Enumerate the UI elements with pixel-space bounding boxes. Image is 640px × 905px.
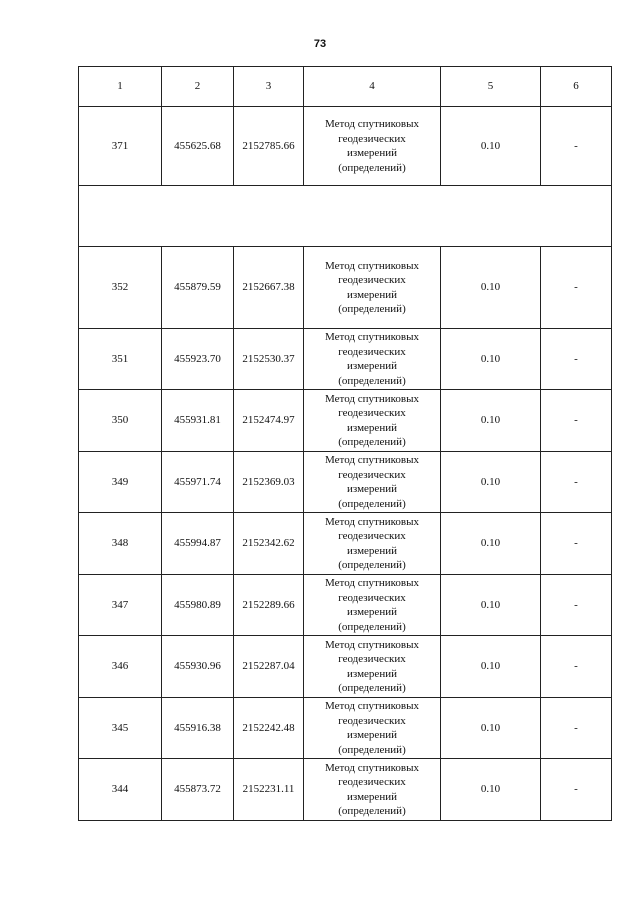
coordinate-y: 2152289.66 <box>234 575 304 636</box>
header-cell-5: 5 <box>441 67 541 107</box>
method-line: геодезических <box>338 345 406 358</box>
method-line: Метод спутниковых <box>325 118 419 130</box>
note-value: - <box>541 247 612 329</box>
method-line: (определений) <box>338 497 406 510</box>
coordinate-x: 455971.74 <box>162 452 234 513</box>
coordinate-x: 455923.70 <box>162 329 234 390</box>
method-line: измерений <box>347 729 397 741</box>
coordinate-x: 455879.59 <box>162 247 234 329</box>
header-row <box>79 67 612 107</box>
coordinate-y: 2152530.37 <box>234 329 304 390</box>
spacer-cell <box>79 186 612 247</box>
accuracy-value: 0.10 <box>441 247 541 329</box>
accuracy-value: 0.10 <box>441 329 541 390</box>
coordinate-x: 455931.81 <box>162 390 234 452</box>
header-cell-1: 1 <box>79 67 162 107</box>
header-cell-2: 2 <box>162 67 234 107</box>
coordinate-y: 2152667.38 <box>234 247 304 329</box>
table-row <box>79 107 612 186</box>
accuracy-value: 0.10 <box>441 452 541 513</box>
method-line: Метод спутниковых <box>325 761 419 774</box>
method-line: геодезических <box>338 776 406 788</box>
coordinates-table <box>78 66 612 821</box>
note-value: - <box>541 452 612 513</box>
accuracy-value: 0.10 <box>441 636 541 698</box>
note-value: - <box>541 636 612 698</box>
table-row <box>79 636 612 698</box>
table-row <box>79 390 612 452</box>
accuracy-value: 0.10 <box>441 759 541 821</box>
method-line: измерений <box>347 483 397 495</box>
method-line: геодезических <box>338 530 406 542</box>
method-cell <box>304 329 441 390</box>
accuracy-value: 0.10 <box>441 107 541 186</box>
note-value: - <box>541 107 612 186</box>
method-cell <box>304 575 441 636</box>
method-cell <box>304 698 441 759</box>
method-cell <box>304 247 441 329</box>
table-row <box>79 698 612 759</box>
spacer-row <box>79 186 612 247</box>
method-line: (определений) <box>338 161 406 174</box>
method-line: (определений) <box>338 436 406 448</box>
table-row <box>79 513 612 575</box>
point-number: 371 <box>79 107 162 186</box>
method-line: Метод спутниковых <box>325 259 419 272</box>
point-number: 351 <box>79 329 162 390</box>
method-line: Метод спутниковых <box>325 392 419 405</box>
method-cell <box>304 452 441 513</box>
point-number: 344 <box>79 759 162 821</box>
method-line: геодезических <box>338 407 406 419</box>
note-value: - <box>541 575 612 636</box>
method-line: измерений <box>347 421 397 434</box>
method-line: Метод спутниковых <box>325 454 419 466</box>
coordinate-y: 2152785.66 <box>234 107 304 186</box>
point-number: 345 <box>79 698 162 759</box>
method-line: геодезических <box>338 591 406 604</box>
note-value: - <box>541 759 612 821</box>
method-line: Метод спутниковых <box>325 331 419 343</box>
note-value: - <box>541 390 612 452</box>
point-number: 350 <box>79 390 162 452</box>
accuracy-value: 0.10 <box>441 575 541 636</box>
accuracy-value: 0.10 <box>441 513 541 575</box>
accuracy-value: 0.10 <box>441 698 541 759</box>
method-line: геодезических <box>338 714 406 727</box>
note-value: - <box>541 698 612 759</box>
accuracy-value: 0.10 <box>441 390 541 452</box>
method-cell <box>304 513 441 575</box>
coordinate-y: 2152231.11 <box>234 759 304 821</box>
method-cell <box>304 759 441 821</box>
point-number: 346 <box>79 636 162 698</box>
point-number: 348 <box>79 513 162 575</box>
coordinate-x: 455873.72 <box>162 759 234 821</box>
method-line: измерений <box>347 667 397 680</box>
method-line: измерений <box>347 360 397 372</box>
table-row <box>79 329 612 390</box>
method-cell <box>304 107 441 186</box>
method-line: (определений) <box>338 682 406 694</box>
coordinate-y: 2152287.04 <box>234 636 304 698</box>
method-line: (определений) <box>338 620 406 633</box>
header-cell-4: 4 <box>304 67 441 107</box>
note-value: - <box>541 329 612 390</box>
method-line: измерений <box>347 147 397 159</box>
coordinate-y: 2152342.62 <box>234 513 304 575</box>
method-line: измерений <box>347 288 397 301</box>
table-row <box>79 452 612 513</box>
point-number: 349 <box>79 452 162 513</box>
table-row <box>79 759 612 821</box>
table-row <box>79 247 612 329</box>
method-cell <box>304 636 441 698</box>
method-line: геодезических <box>338 132 406 145</box>
table-row <box>79 575 612 636</box>
method-line: Метод спутниковых <box>325 577 419 589</box>
coordinate-y: 2152242.48 <box>234 698 304 759</box>
note-value: - <box>541 513 612 575</box>
header-cell-6: 6 <box>541 67 612 107</box>
method-cell <box>304 390 441 452</box>
coordinate-y: 2152369.03 <box>234 452 304 513</box>
coordinate-x: 455930.96 <box>162 636 234 698</box>
coordinate-y: 2152474.97 <box>234 390 304 452</box>
page-number: 73 <box>313 38 327 50</box>
method-line: (определений) <box>338 559 406 571</box>
coordinate-x: 455994.87 <box>162 513 234 575</box>
coordinate-x: 455916.38 <box>162 698 234 759</box>
method-line: (определений) <box>338 805 406 817</box>
header-cell-3: 3 <box>234 67 304 107</box>
point-number: 347 <box>79 575 162 636</box>
coordinate-x: 455980.89 <box>162 575 234 636</box>
method-line: (определений) <box>338 374 406 387</box>
method-line: измерений <box>347 606 397 618</box>
method-line: измерений <box>347 790 397 803</box>
method-line: Метод спутниковых <box>325 638 419 651</box>
method-line: геодезических <box>338 653 406 665</box>
method-line: геодезических <box>338 274 406 286</box>
method-line: измерений <box>347 544 397 557</box>
method-line: Метод спутниковых <box>325 700 419 712</box>
method-line: (определений) <box>338 743 406 756</box>
method-line: Метод спутниковых <box>325 515 419 528</box>
point-number: 352 <box>79 247 162 329</box>
method-line: (определений) <box>338 303 406 315</box>
method-line: геодезических <box>338 468 406 481</box>
coordinate-x: 455625.68 <box>162 107 234 186</box>
